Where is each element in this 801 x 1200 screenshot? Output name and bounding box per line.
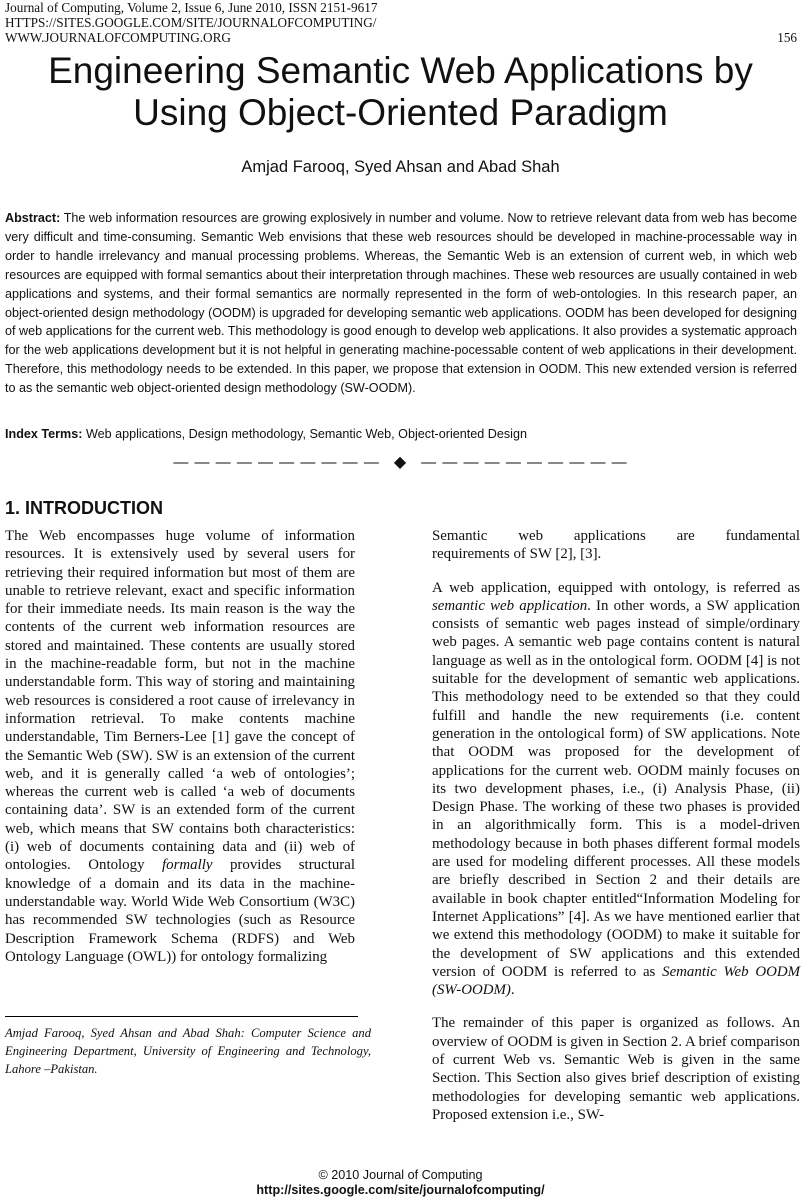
journal-www-url[interactable]: WWW.JOURNALOFCOMPUTING.ORG — [5, 30, 231, 45]
section-heading: 1. INTRODUCTION — [5, 498, 164, 518]
index-terms-label: Index Terms: — [5, 427, 83, 441]
right-p2-emphasis-1: semantic web application — [432, 597, 588, 614]
right-column — [432, 527, 800, 1124]
journal-citation: Journal of Computing, Volume 2, Issue 6, June 2010, ISSN 2151-9617 — [5, 0, 378, 15]
page-footer — [0, 1168, 801, 1198]
right-paragraph-2 — [432, 579, 800, 1000]
abstract-label: Abstract: — [5, 211, 61, 225]
paper-title-line-1: Engineering Semantic Web Applications by — [48, 50, 753, 91]
intro-emphasis: formally — [162, 857, 213, 874]
index-terms-text: Web applications, Design methodology, Semantic Web, Object-oriented Design — [85, 427, 527, 441]
right-paragraph-1 — [432, 527, 800, 564]
right-paragraph-3: The remainder of this paper is organized as follows. An overview of OODM is given in Section 2. A brief comparison of current Web vs. Semantic Web is given in the same Section. This Section also gives brief description of existing methodologies for developing semantic web applications. Proposed extension i.e., SW- — [432, 1015, 800, 1123]
left-column — [5, 527, 355, 966]
author-list: Amjad Farooq, Syed Ahsan and Abad Shah — [241, 158, 560, 176]
page-number: 156 — [777, 30, 797, 45]
footnote-rule — [5, 1016, 358, 1017]
abstract-text: The web information resources are growing explosively in number and volume. Now to retrieve relevant data from web has become very difficult and time-consuming. Semantic Web envisions that these web resources should be developed in machine-processable way in order to handle irrelevancy and manual processing problems. Whereas, the Semantic Web is an extension of current web, in which web resources are equipped with formal semantics about their interpretation through machines. These web resources are usually contained in web applications and systems, and their formal semantics are normally represented in the form of web-ontologies. In this research paper, an object-oriented design methodology (OODM) is upgraded for developing semantic web applications. OODM has been developed for designing of web applications for the current web. This methodology is good enough to develop web applications. It also provides a systematic approach for the web applications development but it is not helpful in generating machine-pocessable content of web applications in their development. Therefore, this methodology needs to be extended. In this paper, we propose that extension in OODM. This new extended version is referred to as the semantic web object-oriented design methodology (SW-OODM). — [5, 211, 797, 396]
right-p2-emphasis-2: Semantic Web OODM (SW-OODM) — [432, 963, 800, 999]
right-p2-text-b: . In other words, a SW application consists of semantic web pages instead of simple/ordinary web pages. A semantic web page contains content is natural language as well as in the ontological form. OODM [4] is not suitable for the development of semantic web applications. This methodology need to be extended so that they could fulfill and handle the new requirements (i.e. content generation in the ontological form) of SW applications. Note that OODM was proposed for the development of applications for the current web. OODM mainly focuses on its two development phases, i.e., (i) Analysis Phase, (ii) Design Phase. The working of these two phases is provided in an algorithmically form. This is a model-driven methodology because in both phases different formal models are used for modeling different processes. All these models are briefly described in Section 2 and their details are available in book chapter entitled“Information Modeling for Internet Applications” [4]. As we have mentioned earlier that we extend this methodology (OODM) to make it suitable for the development of SW applications and this extended version of OODM is referred to as — [432, 597, 800, 980]
author-affiliation-footnote: Amjad Farooq, Syed Ahsan and Abad Shah: Computer Science and Engineering Department, University of Engineering and Technology, Lahore –Pakistan. — [5, 1026, 371, 1076]
paper-title — [0, 50, 801, 134]
intro-paragraph — [5, 527, 355, 966]
journal-site-url[interactable]: HTTPS://SITES.GOOGLE.COM/SITE/JOURNALOFCOMPUTING/ — [5, 15, 377, 30]
abstract — [5, 209, 797, 398]
intro-text-start: The Web encompasses huge volume of information resources. It is extensively used by several users for retrieving their required information but most of them are unable to retrieve relevant, exact and specific information for their immediate needs. Its main reason is the way the contents of the current web information resources are stored and maintained. These contents are usually stored in the machine-readable form, but not in the machine understandable form. This way of storing and maintaining web resources is considered a root cause of irrelevancy in information retrieval. To make contents machine understandable, Tim Berners-Lee [1] gave the concept of the Semantic Web (SW). SW is an extension of the current web, and it is generally called ‘a web of ontologies’; whereas the current web is called ‘a web of documents containing data’. SW is an extended form of the current web, which means that SW contains both characteristics: (i) web of documents containing data and (ii) web of ontologies. Ontology — [5, 528, 355, 874]
intro-text-end: provides structural knowledge of a domain and its data in the machine-understandable way. World Wide Web Consortium (W3C) has recommended SW technologies (such as Resource Description Framework Schema (RDFS) and Web Ontology Language (OWL)) for ontology formalizing — [5, 857, 355, 965]
diamond-icon: ◆ — [393, 454, 408, 471]
right-p2-text-c: . — [510, 982, 515, 999]
divider-dashes-left: — — — — — — — — — — — [173, 454, 380, 471]
footer-url[interactable]: http://sites.google.com/site/journalofcomputing/ — [256, 1183, 545, 1197]
section-divider — [0, 452, 801, 472]
right-p1-line-2: requirements of SW [2], [3]. — [432, 546, 602, 563]
right-p2-text-a: A web application, equipped with ontology, is referred as — [432, 579, 800, 596]
running-header — [5, 0, 797, 45]
footer-copyright: © 2010 Journal of Computing — [318, 1168, 483, 1182]
index-terms — [5, 426, 797, 442]
right-p1-line-1: Semantic web applications are fundamental — [432, 528, 800, 544]
divider-dashes-right: — — — — — — — — — — — [421, 454, 628, 471]
paper-title-line-2: Using Object-Oriented Paradigm — [133, 92, 668, 133]
